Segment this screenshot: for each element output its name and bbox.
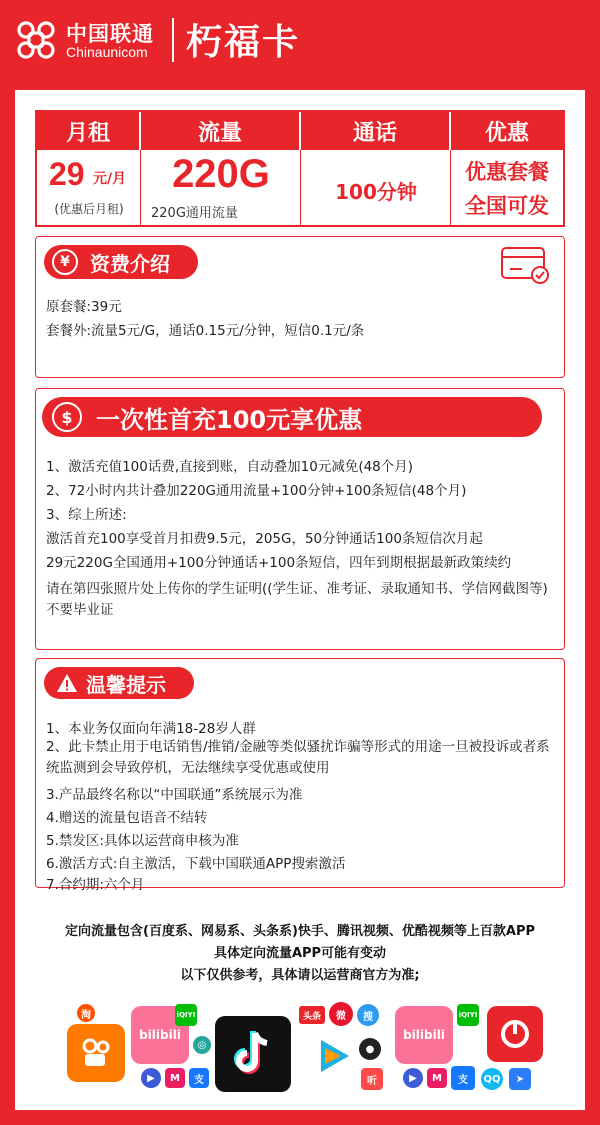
brand-name-cn: 中国联通	[66, 22, 154, 46]
product-name: 朽福卡	[186, 22, 301, 63]
fee-section-title: 资费介绍	[90, 251, 170, 276]
voice-minutes: 100分钟	[335, 180, 417, 204]
netease-music-icon	[487, 1006, 543, 1062]
data-note: 220G通用流量	[151, 206, 238, 221]
news-app-icon: 搜	[357, 1004, 379, 1026]
bill-check-icon	[500, 245, 552, 285]
bilibili-icon-2: bilibili	[395, 1006, 453, 1064]
tips-section-title-pill	[44, 667, 194, 699]
weibo-icon: 微	[329, 1002, 353, 1026]
header-voice: 通话	[301, 112, 451, 150]
fee-section-title-pill	[44, 245, 198, 279]
footer-line-2: 具体定向流量APP可能有变动	[213, 946, 387, 961]
tips-section	[35, 658, 565, 893]
bilibili-icon: bilibili	[131, 1006, 189, 1064]
alipay-icon-2: 支	[451, 1066, 475, 1090]
yen-icon: ¥	[52, 249, 78, 275]
plan-table-header	[37, 112, 563, 150]
price-note: (优惠后月租)	[54, 202, 124, 216]
netease-icon: ●	[359, 1038, 381, 1060]
cell-data	[141, 150, 301, 225]
data-value: 220G	[172, 152, 270, 196]
fee-line-1: 原套餐:39元	[46, 299, 122, 315]
ting-icon: 听	[361, 1068, 383, 1090]
offer-line-3: 3、综上所述:	[46, 507, 127, 523]
music-app-icon: M	[165, 1068, 185, 1088]
price-unit: 元/月	[93, 171, 127, 187]
tip-line-1: 1、本业务仅面向年满18-28岁人群	[46, 721, 256, 737]
toutiao-icon: 头条	[299, 1006, 325, 1024]
brand-name-en: Chinaunicom	[66, 44, 148, 60]
header-monthly-fee: 月租	[37, 112, 141, 150]
offer-section-title-pill	[42, 397, 542, 437]
dollar-refresh-icon: $	[52, 402, 82, 432]
cell-promo	[451, 150, 563, 225]
cell-voice	[301, 150, 451, 225]
navigation-app-icon: ➤	[509, 1068, 531, 1090]
header-promo: 优惠	[451, 112, 563, 150]
tencent-video-icon	[309, 1032, 357, 1080]
footer-line-3: 以下仅供参考，具体请以运营商官方为准;	[180, 968, 420, 983]
tips-section-title: 温馨提示	[86, 672, 166, 697]
tip-line-5: 5.禁发区:具体以运营商申核为准	[46, 833, 239, 849]
plan-table	[35, 110, 565, 227]
price-value: 29	[49, 156, 85, 192]
tip-line-3: 3.产品最终名称以“中国联通”系统展示为准	[46, 787, 303, 803]
offer-line-2: 2、72小时内共计叠加220G通用流量+100分钟+100条短信(48个月)	[46, 483, 467, 499]
app-icon-strip	[15, 1002, 585, 1102]
taobao-icon: 淘	[77, 1004, 95, 1022]
promo-line-2: 全国可发	[465, 194, 549, 218]
china-unicom-knot-logo-icon	[14, 18, 58, 62]
music-app-icon-2: M	[427, 1068, 447, 1088]
header-divider	[172, 18, 174, 62]
fee-line-2: 套餐外:流量5元/G，通话0.15元/分钟，短信0.1元/条	[46, 323, 365, 339]
video-app-icon-2: ▶	[403, 1068, 423, 1088]
video-app-icon: ▶	[141, 1068, 161, 1088]
douyin-icon	[215, 1016, 291, 1092]
offer-section	[35, 388, 565, 650]
offer-note: 请在第四张照片处上传你的学生证明((学生证、准考证、录取通知书、学信网截图等)不要毕业证	[46, 581, 548, 618]
small-app-icon: ◎	[193, 1036, 211, 1054]
plan-table-body	[37, 150, 563, 225]
offer-line-4: 激活首充100享受首月扣费9.5元，205G，50分钟通话100条短信次月起	[46, 531, 483, 547]
tip-line-7: 7.合约期:六个月	[46, 877, 145, 893]
tip-line-6: 6.激活方式:自主激活，下载中国联通APP搜索激活	[46, 856, 346, 872]
warning-icon	[56, 673, 78, 693]
content-panel	[15, 90, 585, 1110]
header-data: 流量	[141, 112, 301, 150]
tip-line-4: 4.赠送的流量包语音不结转	[46, 810, 208, 826]
tip-line-2: 2、此卡禁止用于电话销售/推销/金融等类似骚扰诈骗等形式的用途一旦被投诉或者系统监测到会导致停机，无法继续享受优惠或使用	[46, 739, 550, 776]
cell-monthly-fee	[37, 150, 141, 225]
footer-line-1: 定向流量包含(百度系、网易系、头条系)快手、腾讯视频、优酷视频等上百款APP	[65, 924, 535, 939]
alipay-icon: 支	[189, 1068, 209, 1088]
fee-section	[35, 236, 565, 378]
offer-section-title: 一次性首充100元享优惠	[96, 405, 363, 434]
iqiyi-icon: iQIYI	[175, 1004, 197, 1026]
header	[0, 0, 600, 90]
qq-icon: QQ	[481, 1068, 503, 1090]
iqiyi-icon-2: iQIYI	[457, 1004, 479, 1026]
kuaishou-icon	[67, 1024, 125, 1082]
promo-line-1: 优惠套餐	[465, 160, 549, 184]
offer-line-5: 29元220G全国通用+100分钟通话+100条短信，四年到期根据最新政策续约	[46, 555, 512, 571]
offer-line-1: 1、激活充值100话费,直接到账，自动叠加10元减免(48个月)	[46, 459, 414, 475]
